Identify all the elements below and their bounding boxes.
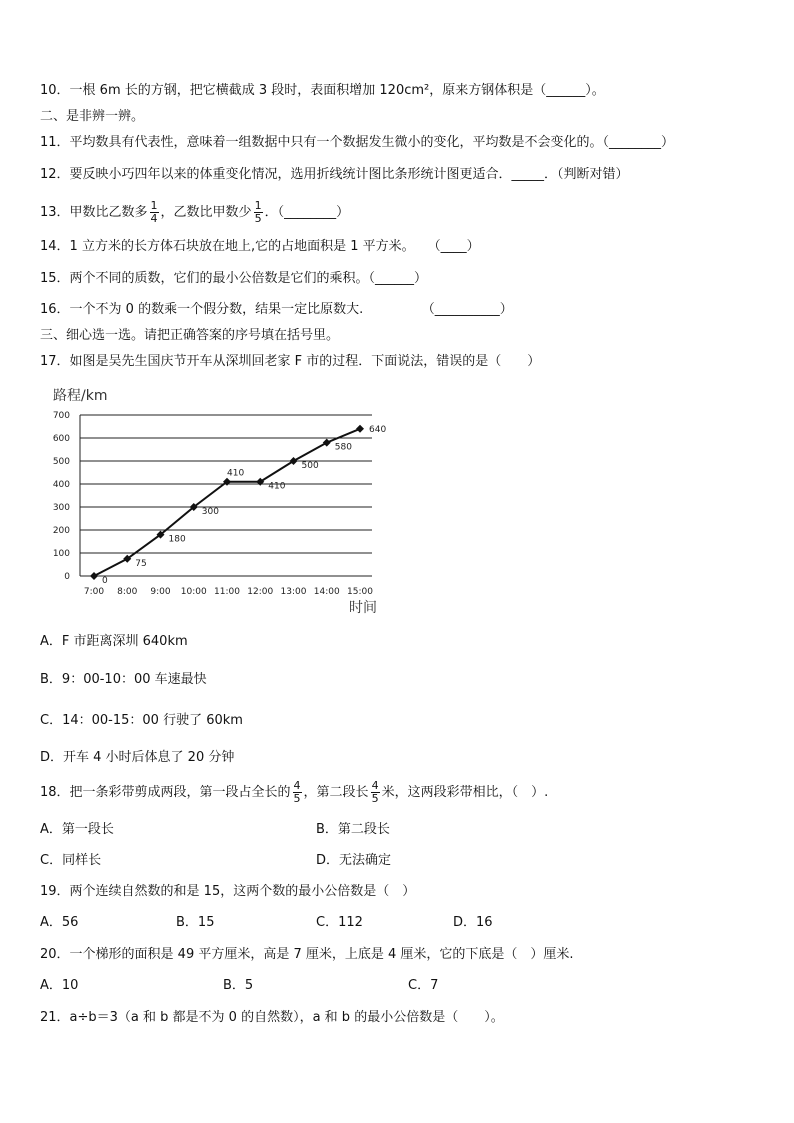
chart-ylabel: 路程/km: [53, 388, 108, 404]
y-tick-label: 400: [52, 480, 70, 490]
fraction-numerator: 1: [254, 199, 262, 212]
x-tick-labels: [84, 587, 373, 597]
q17-option-b: B．9：00-10：00 车速最快: [40, 672, 207, 687]
data-point-marker: [356, 425, 364, 433]
x-tick-label: 7:00: [83, 587, 105, 597]
data-label: 75: [135, 558, 147, 569]
fraction-denominator: 4: [150, 212, 158, 225]
y-tick-label: 700: [52, 411, 70, 421]
q13-fraction-1: [150, 200, 159, 225]
fraction-numerator: 4: [371, 779, 379, 792]
question-12: 12．要反映小巧四年以来的体重变化情况，选用折线统计图比条形统计图更适合．_____．（判断对错）: [40, 167, 629, 182]
q19-option-b: B．15: [176, 915, 215, 930]
x-tick-label: 12:00: [247, 587, 274, 597]
q18-suffix: 米，这两段彩带相比，（ ）.: [381, 785, 549, 800]
x-tick-label: 15:00: [347, 587, 373, 597]
x-tick-label: 9:00: [150, 587, 171, 597]
y-tick-label: 200: [52, 526, 70, 536]
q20-option-c: C．7: [408, 978, 439, 993]
data-point-marker: [323, 439, 331, 447]
x-tick-label: 13:00: [280, 587, 307, 597]
q18-prefix: 18．把一条彩带剪成两段，第一段占全长的: [40, 785, 291, 800]
question-19: 19．两个连续自然数的和是 15，这两个数的最小公倍数是（ ）: [40, 884, 416, 899]
data-label: 410: [227, 468, 245, 479]
data-label: 640: [369, 424, 387, 435]
data-point-marker: [90, 572, 98, 580]
x-tick-label: 10:00: [180, 587, 207, 597]
y-tick-labels: [53, 411, 70, 582]
question-10: 10．一根 6m 长的方钢，把它横截成 3 段时，表面积增加 120cm²，原来方钢体积是（______）。: [40, 83, 605, 98]
question-21: 21．a÷b＝3（a 和 b 都是不为 0 的自然数），a 和 b 的最小公倍数是（ ）。: [40, 1010, 504, 1025]
x-tick-label: 14:00: [313, 587, 340, 597]
y-tick-label: 100: [52, 549, 70, 559]
chart-xlabel: 时间: [349, 600, 377, 616]
data-label: 500: [301, 461, 319, 471]
q13-suffix: ．（________）: [264, 205, 350, 220]
data-label: 300: [201, 507, 219, 517]
q20-option-a: A．10: [40, 978, 79, 993]
series-line: [94, 429, 360, 576]
question-14: 14．1 立方米的长方体石块放在地上,它的占地面积是 1 平方米。 （____）: [40, 239, 480, 254]
y-tick-label: 0: [64, 572, 70, 582]
y-tick-label: 500: [52, 457, 70, 467]
distance-time-line-chart: [40, 380, 400, 620]
question-18: [40, 778, 548, 808]
q18-option-a: A．第一段长: [40, 822, 114, 837]
q18-mid: ，第二段长: [303, 785, 369, 800]
question-20: 20．一个梯形的面积是 49 平方厘米，高是 7 厘米，上底是 4 厘米，它的下底是（ ）厘米.: [40, 947, 574, 962]
fraction-denominator: 5: [254, 212, 262, 225]
q19-option-c: C．112: [316, 915, 363, 930]
question-15: 15．两个不同的质数，它们的最小公倍数是它们的乘积。（______）: [40, 271, 428, 286]
q17-option-a: A．F 市距离深圳 640km: [40, 634, 188, 649]
data-label: 0: [102, 576, 108, 586]
q18-option-c: C．同样长: [40, 853, 102, 868]
q19-option-a: A．56: [40, 915, 79, 930]
q17-option-c: C．14：00-15：00 行驶了 60km: [40, 713, 243, 728]
fraction-numerator: 4: [293, 779, 301, 792]
y-tick-label: 300: [52, 503, 70, 513]
fraction-denominator: 5: [371, 792, 379, 805]
data-label: 580: [334, 442, 352, 453]
data-label: 410: [268, 481, 286, 492]
question-13: [40, 198, 349, 228]
data-label: 180: [168, 534, 186, 545]
data-labels: [102, 425, 386, 586]
q13-mid: ，乙数比甲数少: [160, 205, 252, 220]
question-17: 17．如图是吴先生国庆节开车从深圳回老家 F 市的过程．下面说法，错误的是（ ）: [40, 354, 541, 369]
q18-option-d: D．无法确定: [316, 853, 392, 868]
q13-prefix: 13．甲数比乙数多: [40, 205, 148, 220]
fraction-denominator: 5: [293, 792, 301, 805]
question-16: 16．一个不为 0 的数乘一个假分数，结果一定比原数大. （__________）: [40, 302, 513, 317]
x-tick-label: 11:00: [214, 587, 240, 597]
q18-fraction-2: [371, 780, 380, 805]
x-tick-label: 8:00: [117, 587, 138, 597]
question-11: 11．平均数具有代表性，意味着一组数据中只有一个数据发生微小的变化，平均数是不会变化的。（________）: [40, 135, 675, 150]
q13-fraction-2: [254, 200, 263, 225]
fraction-numerator: 1: [150, 199, 158, 212]
q20-option-b: B．5: [223, 978, 254, 993]
y-tick-label: 600: [52, 434, 70, 444]
q18-fraction-1: [293, 780, 302, 805]
section-2-heading: 二、是非辨一辨。: [40, 109, 145, 124]
chart-grid: [80, 415, 372, 576]
section-3-heading: 三、细心选一选。请把正确答案的序号填在括号里。: [40, 328, 340, 343]
q19-option-d: D．16: [453, 915, 493, 930]
q17-option-d: D．开车 4 小时后体息了 20 分钟: [40, 750, 235, 765]
q18-option-b: B．第二段长: [316, 822, 390, 837]
